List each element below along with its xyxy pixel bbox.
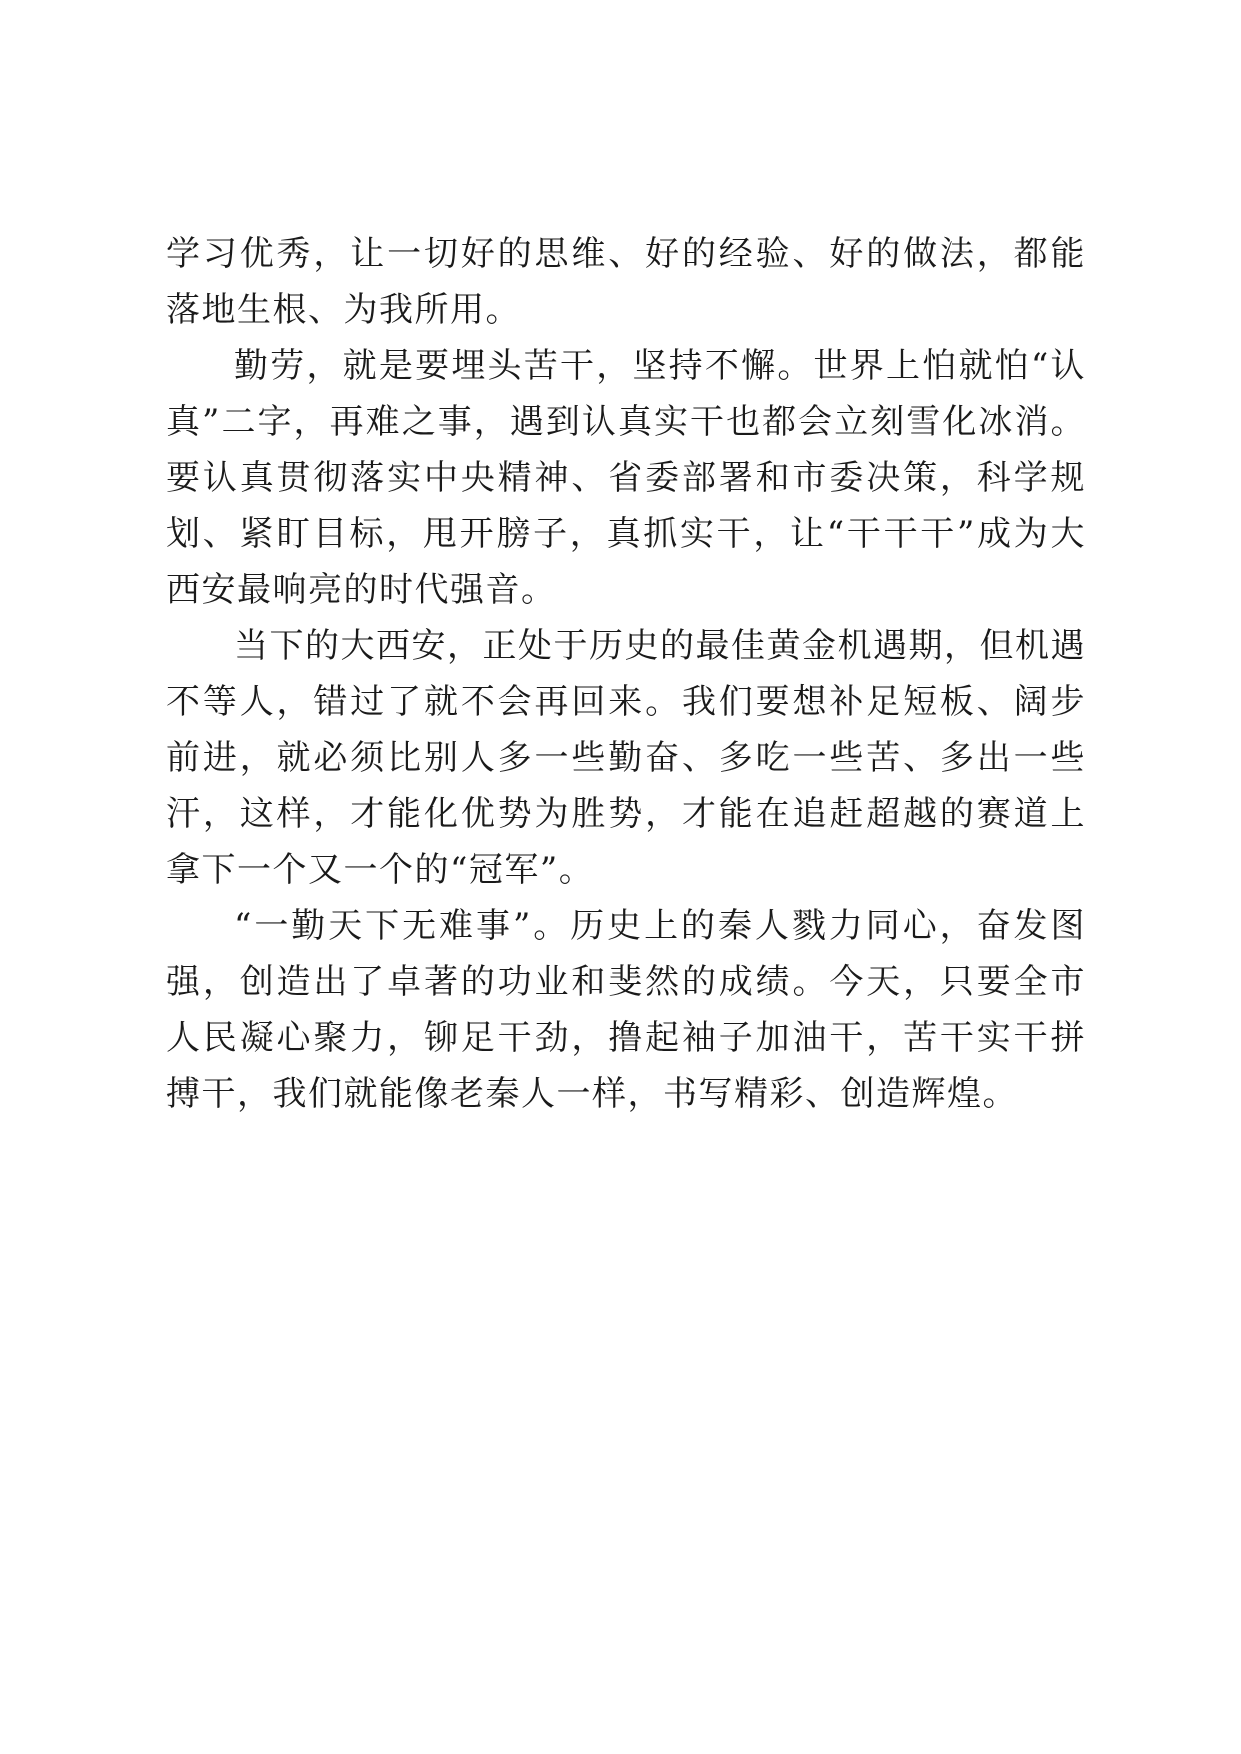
paragraph-2: 勤劳，就是要埋头苦干，坚持不懈。世界上怕就怕“认真”二字，再难之事，遇到认真实干也都会立刻雪化冰消。要认真贯彻落实中央精神、省委部署和市委决策，科学规划、紧盯目标，甩开膀子，真抓实干，让“干干干”成为大西安最响亮的时代强音。 (166, 346, 1086, 610)
document-body (166, 226, 1086, 1122)
paragraph-1: 学习优秀，让一切好的思维、好的经验、好的做法，都能落地生根、为我所用。 (166, 234, 1086, 330)
paragraph-4: “一勤天下无难事”。历史上的秦人戮力同心，奋发图强，创造出了卓著的功业和斐然的成绩。今天，只要全市人民凝心聚力，铆足干劲，撸起袖子加油干，苦干实干拼搏干，我们就能像老秦人一样，书写精彩、创造辉煌。 (166, 906, 1086, 1114)
paragraph-3: 当下的大西安，正处于历史的最佳黄金机遇期，但机遇不等人，错过了就不会再回来。我们要想补足短板、阔步前进，就必须比别人多一些勤奋、多吃一些苦、多出一些汗，这样，才能化优势为胜势，才能在追赶超越的赛道上拿下一个又一个的“冠军”。 (166, 626, 1086, 890)
